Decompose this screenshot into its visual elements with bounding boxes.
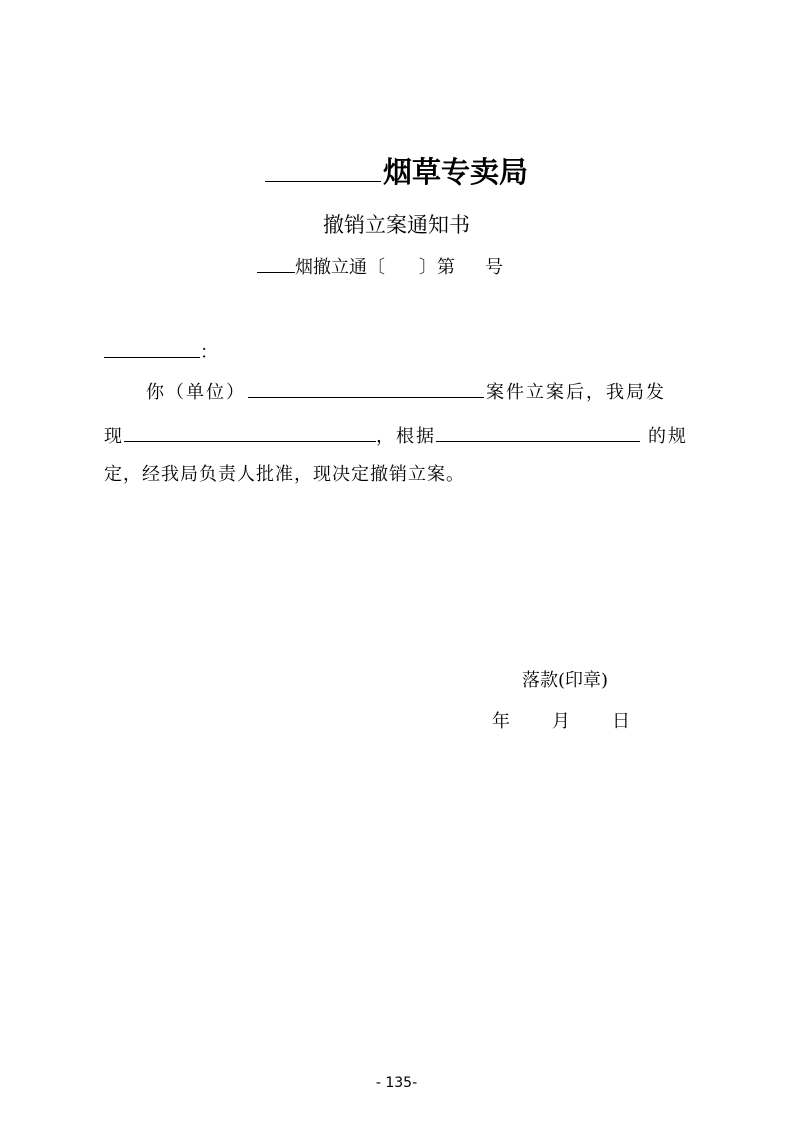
agency-suffix: 烟草专卖局 [382,155,528,189]
regulation-blank [436,421,640,442]
unit-name-blank [248,377,484,398]
page-number: - 135- [375,1075,418,1091]
body-line-1 [146,377,666,404]
body-line1-start: 你（单位） [146,382,246,403]
body-line2-end: 的规 [648,426,688,447]
body-line-3: 定，经我局负责人批准，现决定撤销立案。 [104,464,465,485]
body-line2-mid: ，根据 [376,426,436,447]
docno-prefix: 烟撤立通〔 [295,257,385,278]
addressee-colon: ： [200,342,218,363]
agency-name-blank [265,151,381,182]
issuing-agency-heading [0,150,793,191]
body-line-2 [104,421,688,448]
body-line2-start: 现 [104,426,124,447]
document-number [257,253,503,279]
addressee-line [104,338,218,364]
date-year: 年 [492,711,510,732]
body-line1-end: 案件立案后，我局发 [486,382,666,403]
signature-seal: 落款(印章) [522,670,609,691]
signature-date [492,707,630,733]
addressee-blank [104,341,200,358]
document-title: 撤销立案通知书 [323,213,470,237]
date-day: 日 [612,711,630,732]
date-month: 月 [552,711,570,732]
docno-bracket-close: 〕第 [419,257,455,278]
finding-blank [124,421,376,442]
docno-prefix-blank [257,254,295,273]
docno-suffix: 号 [485,257,503,278]
